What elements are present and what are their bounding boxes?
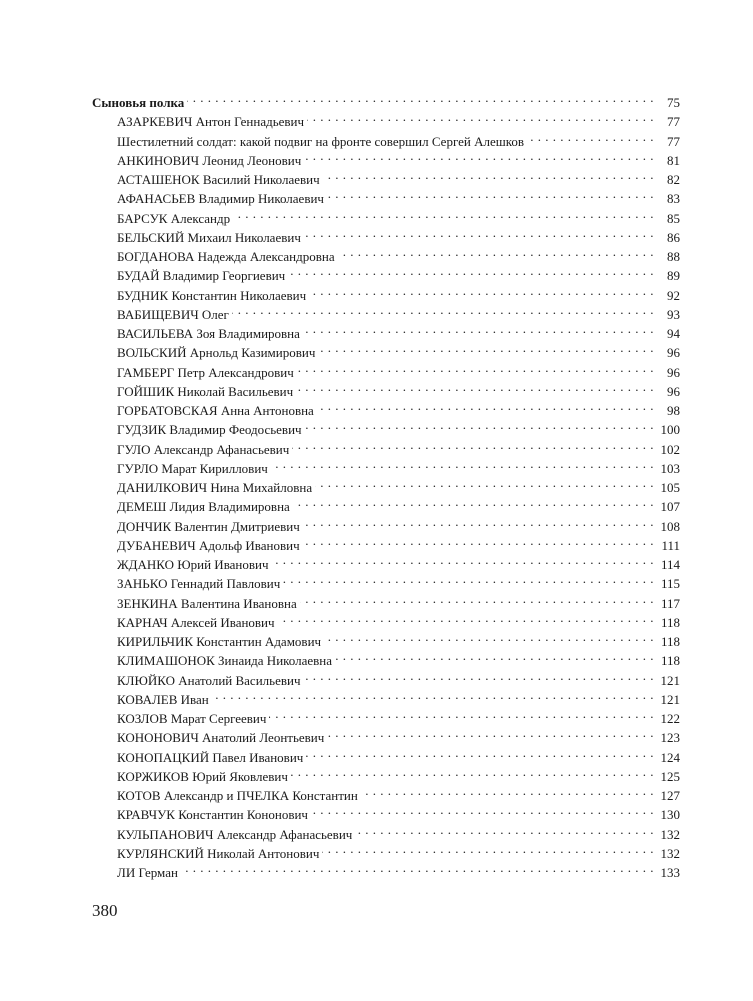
entry-title: ГОРБАТОВСКАЯ Анна Антоновна (117, 401, 317, 420)
entry-title: ДУБАНЕВИЧ Адольф Иванович (117, 536, 303, 555)
dot-leader (527, 127, 654, 146)
dot-leader (317, 396, 654, 415)
entry-page: 85 (654, 209, 680, 228)
dot-leader (306, 743, 654, 762)
entry-page: 111 (654, 536, 680, 555)
entry-title: ЗАНЬКО Геннадий Павлович (117, 574, 283, 593)
toc-section-heading (92, 88, 680, 110)
dot-leader (187, 88, 654, 107)
dot-leader (327, 723, 654, 742)
dot-leader (297, 358, 654, 377)
entry-page: 118 (654, 651, 680, 670)
dot-leader (338, 242, 654, 261)
entry-page: 82 (654, 170, 680, 189)
entry-title: КУРЛЯНСКИЙ Николай Антонович (117, 844, 322, 863)
entry-title: БАРСУК Александр (117, 209, 233, 228)
entry-title: КОНОНОВИЧ Анатолий Леонтьевич (117, 728, 327, 747)
entry-title: БУДНИК Константин Николаевич (117, 286, 309, 305)
entry-title: ДАНИЛКОВИЧ Нина Михайловна (117, 478, 315, 497)
toc-entries (92, 107, 680, 880)
section-page: 75 (654, 93, 680, 112)
dot-leader (291, 762, 654, 781)
entry-title: ГУДЗИК Владимир Феодосьевич (117, 420, 305, 439)
entry-page: 125 (654, 767, 680, 786)
entry-page: 94 (654, 324, 680, 343)
entry-title: АСТАШЕНОК Василий Николаевич (117, 170, 323, 189)
dot-leader (303, 666, 654, 685)
entry-title: КАРНАЧ Алексей Иванович (117, 613, 278, 632)
entry-title: АНКИНОВИЧ Леонид Леонович (117, 151, 304, 170)
entry-page: 98 (654, 401, 680, 420)
dot-leader (272, 550, 654, 569)
entry-page: 100 (654, 420, 680, 439)
dot-leader (300, 589, 654, 608)
entry-title: ГУРЛО Марат Кириллович (117, 459, 271, 478)
entry-title: КОЗЛОВ Марат Сергеевич (117, 709, 269, 728)
page-number: 380 (92, 901, 118, 920)
entry-title: ГАМБЕРГ Петр Александрович (117, 363, 297, 382)
entry-title: БЕЛЬСКИЙ Михаил Николаевич (117, 228, 304, 247)
dot-leader (212, 685, 654, 704)
entry-page: 81 (654, 151, 680, 170)
entry-title: БОГДАНОВА Надежда Александровна (117, 247, 338, 266)
entry-title: Шестилетний солдат: какой подвиг на фронте совершил Сергей Алешков (117, 132, 527, 151)
entry-page: 108 (654, 517, 680, 536)
toc-entry (92, 858, 680, 880)
entry-title: ВАБИЩЕВИЧ Олег (117, 305, 232, 324)
entry-page: 118 (654, 632, 680, 651)
dot-leader (355, 820, 654, 839)
entry-page: 115 (654, 574, 680, 593)
dot-leader (296, 377, 654, 396)
entry-title: ЛИ Герман (117, 863, 181, 882)
dot-leader (278, 608, 654, 627)
entry-page: 123 (654, 728, 680, 747)
entry-page: 107 (654, 497, 680, 516)
entry-title: КРАВЧУК Константин Кононович (117, 805, 311, 824)
dot-leader (307, 107, 654, 126)
entry-page: 88 (654, 247, 680, 266)
entry-title: ЖДАНКО Юрий Иванович (117, 555, 272, 574)
entry-title: КОНОПАЦКИЙ Павел Иванович (117, 748, 306, 767)
entry-title: КУЛЬПАНОВИЧ Александр Афанасьевич (117, 825, 355, 844)
dot-leader (304, 223, 654, 242)
entry-title: КОРЖИКОВ Юрий Яковлевич (117, 767, 291, 786)
entry-page: 77 (654, 132, 680, 151)
entry-title: АФАНАСЬЕВ Владимир Николаевич (117, 189, 327, 208)
entry-title: ЗЕНКИНА Валентина Ивановна (117, 594, 300, 613)
entry-title: ГУЛО Александр Афанасьевич (117, 440, 292, 459)
dot-leader (318, 338, 654, 357)
entry-page: 103 (654, 459, 680, 478)
entry-title: ВАСИЛЬЕВА Зоя Владимировна (117, 324, 303, 343)
entry-page: 77 (654, 112, 680, 131)
entry-title: БУДАЙ Владимир Георгиевич (117, 266, 288, 285)
entry-page: 114 (654, 555, 680, 574)
dot-leader (271, 454, 654, 473)
entry-page: 132 (654, 844, 680, 863)
dot-leader (303, 319, 654, 338)
dot-leader (181, 858, 654, 877)
dot-leader (293, 492, 654, 511)
dot-leader (288, 261, 654, 280)
dot-leader (323, 165, 654, 184)
entry-page: 89 (654, 266, 680, 285)
entry-page: 96 (654, 382, 680, 401)
table-of-contents (92, 88, 680, 880)
entry-title: КЛИМАШОНОК Зинаида Николаевна (117, 651, 335, 670)
entry-title: ВОЛЬСКИЙ Арнольд Казимирович (117, 343, 318, 362)
entry-page: 96 (654, 363, 680, 382)
entry-page: 124 (654, 748, 680, 767)
entry-page: 86 (654, 228, 680, 247)
dot-leader (232, 300, 654, 319)
dot-leader (304, 146, 654, 165)
entry-page: 127 (654, 786, 680, 805)
entry-title: АЗАРКЕВИЧ Антон Геннадьевич (117, 112, 307, 131)
entry-page: 118 (654, 613, 680, 632)
dot-leader (303, 512, 654, 531)
entry-page: 96 (654, 343, 680, 362)
entry-title: КОВАЛЕВ Иван (117, 690, 212, 709)
entry-page: 121 (654, 671, 680, 690)
entry-title: ДЕМЕШ Лидия Владимировна (117, 497, 293, 516)
entry-title: КОТОВ Александр и ПЧЕЛКА Константин (117, 786, 361, 805)
entry-page: 133 (654, 863, 680, 882)
entry-page: 92 (654, 286, 680, 305)
entry-page: 121 (654, 690, 680, 709)
dot-leader (322, 839, 654, 858)
entry-page: 130 (654, 805, 680, 824)
entry-title: ДОНЧИК Валентин Дмитриевич (117, 517, 303, 536)
dot-leader (305, 415, 654, 434)
dot-leader (324, 627, 654, 646)
dot-leader (269, 704, 654, 723)
dot-leader (311, 800, 654, 819)
dot-leader (233, 204, 654, 223)
entry-title: КИРИЛЬЧИК Константин Адамович (117, 632, 324, 651)
entry-page: 93 (654, 305, 680, 324)
entry-page: 122 (654, 709, 680, 728)
entry-page: 83 (654, 189, 680, 208)
dot-leader (283, 569, 654, 588)
dot-leader (309, 281, 654, 300)
entry-page: 102 (654, 440, 680, 459)
dot-leader (361, 781, 654, 800)
dot-leader (327, 184, 654, 203)
dot-leader (303, 531, 654, 550)
entry-title: ГОЙШИК Николай Васильевич (117, 382, 296, 401)
dot-leader (292, 435, 654, 454)
entry-title: КЛЮЙКО Анатолий Васильевич (117, 671, 303, 690)
dot-leader (335, 646, 654, 665)
entry-page: 132 (654, 825, 680, 844)
section-title: Сыновья полка (92, 93, 187, 112)
dot-leader (315, 473, 654, 492)
entry-page: 117 (654, 594, 680, 613)
entry-page: 105 (654, 478, 680, 497)
